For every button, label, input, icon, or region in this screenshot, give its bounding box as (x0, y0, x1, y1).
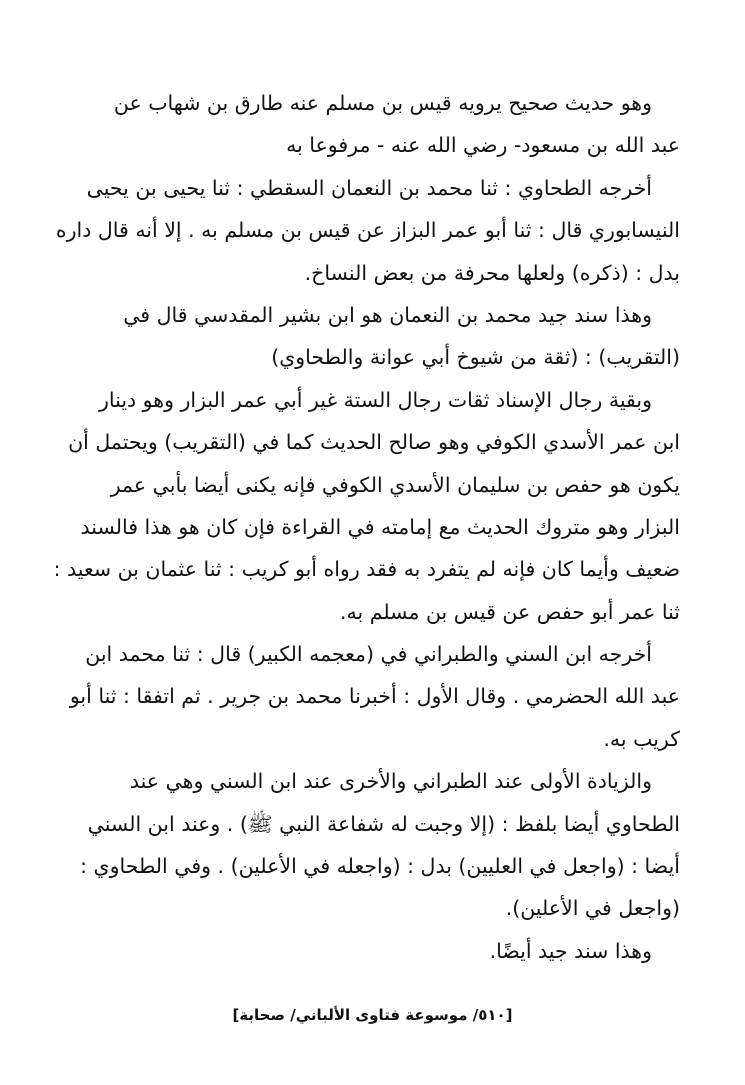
text-line: وهذا سند جيد أيضًا. (489, 938, 652, 963)
text-line: وهذا سند جيد محمد بن النعمان هو ابن بشير المقدسي قال في (123, 302, 652, 327)
text-line: ثنا عمر أبو حفص عن قيس بن مسلم به. (340, 599, 680, 624)
text-line: الطحاوي أيضا بلفظ : (إلا وجبت له شفاعة النبي ﷺ) . وعند ابن السني (87, 811, 680, 836)
text-line: وهو حديث صحيح يرويه قيس بن مسلم عنه طارق بن شهاب عن (113, 91, 652, 115)
text-line: عبد الله الحضرمي . وقال الأول : أخبرنا محمد بن جرير . ثم اتفقا : ثنا أبو (69, 684, 680, 709)
text-line: والزيادة الأولى عند الطبراني والأخرى عند ابن السني وهي عند (129, 769, 652, 794)
text-line: النيسابوري قال : ثنا أبو عمر البزاز عن قيس بن مسلم به . إلا أنه قال داره (55, 218, 680, 243)
text-line: أخرجه ابن السني والطبراني في (معجمه الكبير) قال : ثنا محمد ابن (85, 642, 652, 667)
text-line: (التقريب) : (ثقة من شيوخ أبي عوانة والطحاوي) (271, 345, 680, 370)
text-line: وبقية رجال الإسناد ثقات رجال الستة غير أبي عمر البزار وهو دينار (98, 387, 652, 412)
page-footer: [٥١٠/ موسوعة فتاوى الألباني/ صحابة] (232, 1006, 513, 1024)
text-line: يكون هو حفص بن سليمان الأسدي الكوفي فإنه يكنى أيضا بأبي عمر (110, 472, 680, 497)
text-line: أخرجه الطحاوي : ثنا محمد بن النعمان السقطي : ثنا يحيى بن يحيى (86, 175, 652, 200)
text-line: (واجعل في الأعلين). (505, 896, 680, 921)
text-line: كريب به. (603, 726, 680, 751)
text-line: ضعيف وأيما كان فإنه لم يتفرد به فقد رواه أبو كريب : ثنا عثمان بن سعيد : (53, 557, 680, 582)
text-line: أيضا : (واجعل في العليين) بدل : (واجعله في الأعلين) . وفي الطحاوي : (80, 854, 680, 879)
text-line: عبد الله بن مسعود- رضي الله عنه - مرفوعا به (286, 133, 680, 158)
text-line: ابن عمر الأسدي الكوفي وهو صالح الحديث كما في (التقريب) ويحتمل أن (68, 430, 680, 455)
text-line: البزار وهو متروك الحديث مع إمامته في القراءة فإن كان هو هذا فالسند (80, 514, 680, 539)
body-text (48, 82, 680, 972)
text-line: بدل : (ذكره) ولعلها محرفة من بعض النساخ. (304, 260, 680, 285)
